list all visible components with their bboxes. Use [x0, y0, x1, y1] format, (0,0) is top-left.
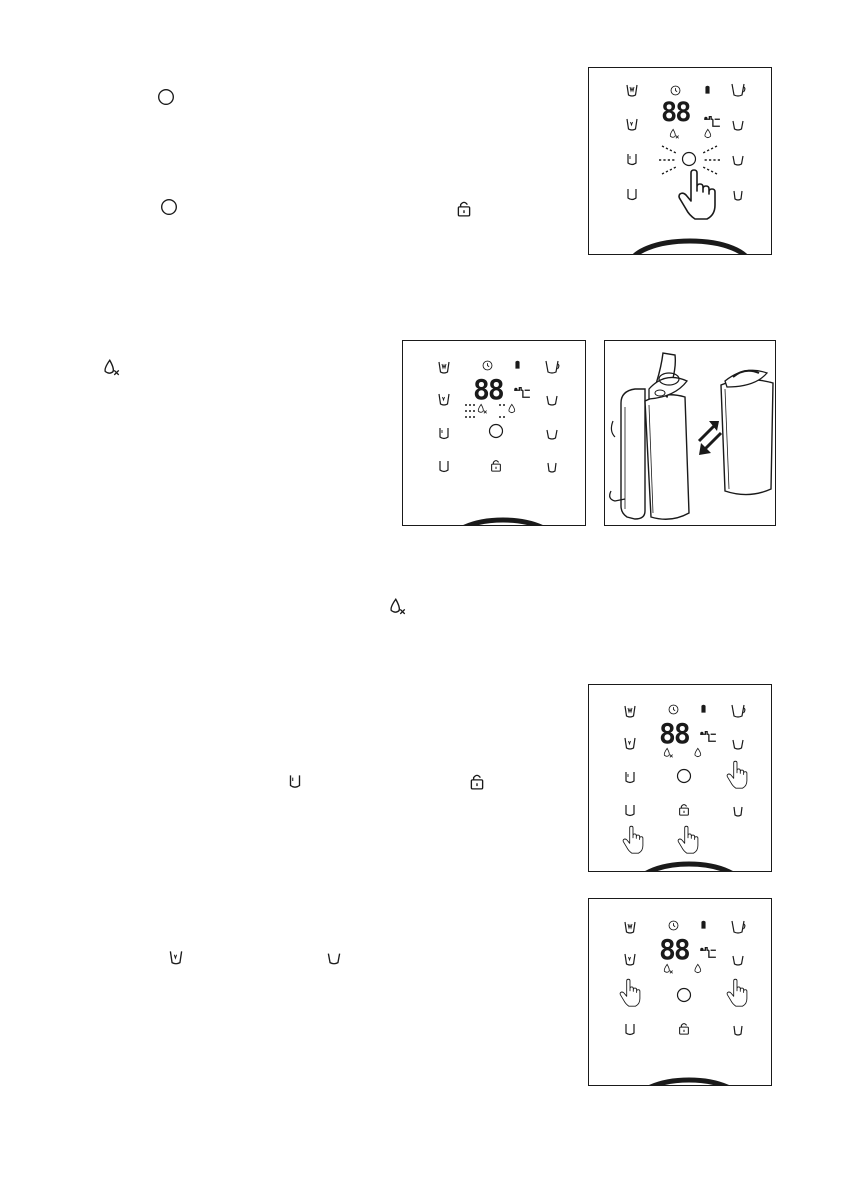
cup-large-icon: [732, 84, 745, 96]
water-tank-illustration: [604, 340, 776, 526]
dispense-tap-icon: [700, 732, 716, 742]
cup-medium-icon: [167, 948, 185, 966]
cup-medium-icon: [625, 738, 635, 749]
digit-display: 88: [473, 373, 503, 406]
padlock-icon: [492, 461, 501, 472]
cup-medium-icon: [439, 394, 449, 405]
cup-xsmall-icon: [734, 191, 742, 200]
cup-medium-icon: [733, 956, 743, 965]
padlock-icon: [455, 199, 473, 217]
cup-medium-icon: [547, 396, 557, 405]
cup-medium-icon: [733, 740, 743, 749]
cup-xsmall-icon: [626, 1024, 634, 1035]
timer-icon: [669, 705, 678, 714]
padlock-icon: [468, 772, 486, 790]
power-button-icon: [678, 989, 691, 1002]
pointing-hand-icon: [620, 979, 640, 1006]
control-panel-figure-lock-combo: [588, 684, 772, 872]
timer-icon: [671, 86, 680, 95]
power-button-icon: [490, 425, 503, 438]
dispense-tap-icon: [704, 117, 720, 127]
no-water-drop-icon: [103, 358, 121, 376]
cup-large-icon: [732, 921, 745, 933]
no-water-drop-icon: [389, 597, 407, 615]
cup-xsmall-icon: [628, 189, 636, 200]
no-water-drop-icon: [670, 129, 678, 138]
timer-icon: [483, 361, 492, 370]
dispense-tap-icon: [514, 388, 530, 398]
power-button-icon: [157, 88, 175, 106]
cup-large-icon: [546, 361, 559, 373]
cup-large-icon: [625, 706, 635, 717]
pointing-hand-icon: [678, 826, 698, 853]
cup-xsmall-icon: [440, 461, 448, 472]
cup-xsmall-icon: [734, 807, 742, 816]
digit-display: 88: [659, 717, 689, 750]
pointing-hand-icon: [679, 170, 715, 219]
dispense-tap-icon: [700, 948, 716, 958]
cup-large-icon: [627, 85, 637, 96]
cup-small-icon: [286, 772, 304, 790]
water-drop-icon: [695, 964, 701, 972]
water-drop-icon: [509, 404, 515, 412]
pointing-hand-icon: [727, 979, 747, 1006]
pointing-hand-icon: [727, 761, 747, 788]
digit-display: 88: [659, 933, 689, 966]
cup-xsmall-icon: [734, 1026, 742, 1035]
power-button-blink: [659, 146, 720, 174]
control-panel-figure-cup-combo: [588, 898, 772, 1086]
cup-medium-icon: [733, 121, 743, 130]
power-button-icon: [683, 153, 696, 166]
power-button-icon: [160, 198, 178, 216]
digit-display: 88: [661, 97, 690, 128]
timer-icon: [669, 921, 678, 930]
cup-xsmall-icon: [548, 463, 556, 472]
bottle-level-icon: [701, 921, 705, 929]
cup-large-icon: [439, 362, 449, 373]
cup-large-icon: [732, 705, 745, 717]
cup-small-icon: [628, 154, 636, 165]
bottle-level-icon: [705, 86, 709, 94]
cup-small-icon: [626, 772, 634, 783]
bottle-level-icon: [701, 705, 705, 713]
power-button-icon: [678, 770, 691, 783]
cup-small-icon: [547, 430, 557, 439]
cup-medium-icon: [627, 119, 637, 130]
control-panel-figure-power-press: [588, 67, 772, 255]
padlock-icon: [680, 1024, 689, 1035]
cup-small-icon: [733, 156, 743, 165]
pointing-hand-icon: [623, 826, 643, 853]
no-water-drop-blink: [465, 405, 506, 417]
control-panel-figure-no-water: [402, 340, 586, 526]
water-drop-icon: [705, 129, 711, 137]
cup-medium-icon: [625, 954, 635, 965]
cup-large-icon: [625, 922, 635, 933]
padlock-icon: [680, 805, 689, 816]
cup-xsmall-icon: [626, 805, 634, 816]
bottle-level-icon: [515, 361, 519, 369]
water-drop-icon: [695, 748, 701, 756]
cup-small-icon: [440, 428, 448, 439]
cup-medium-icon: [325, 948, 343, 966]
